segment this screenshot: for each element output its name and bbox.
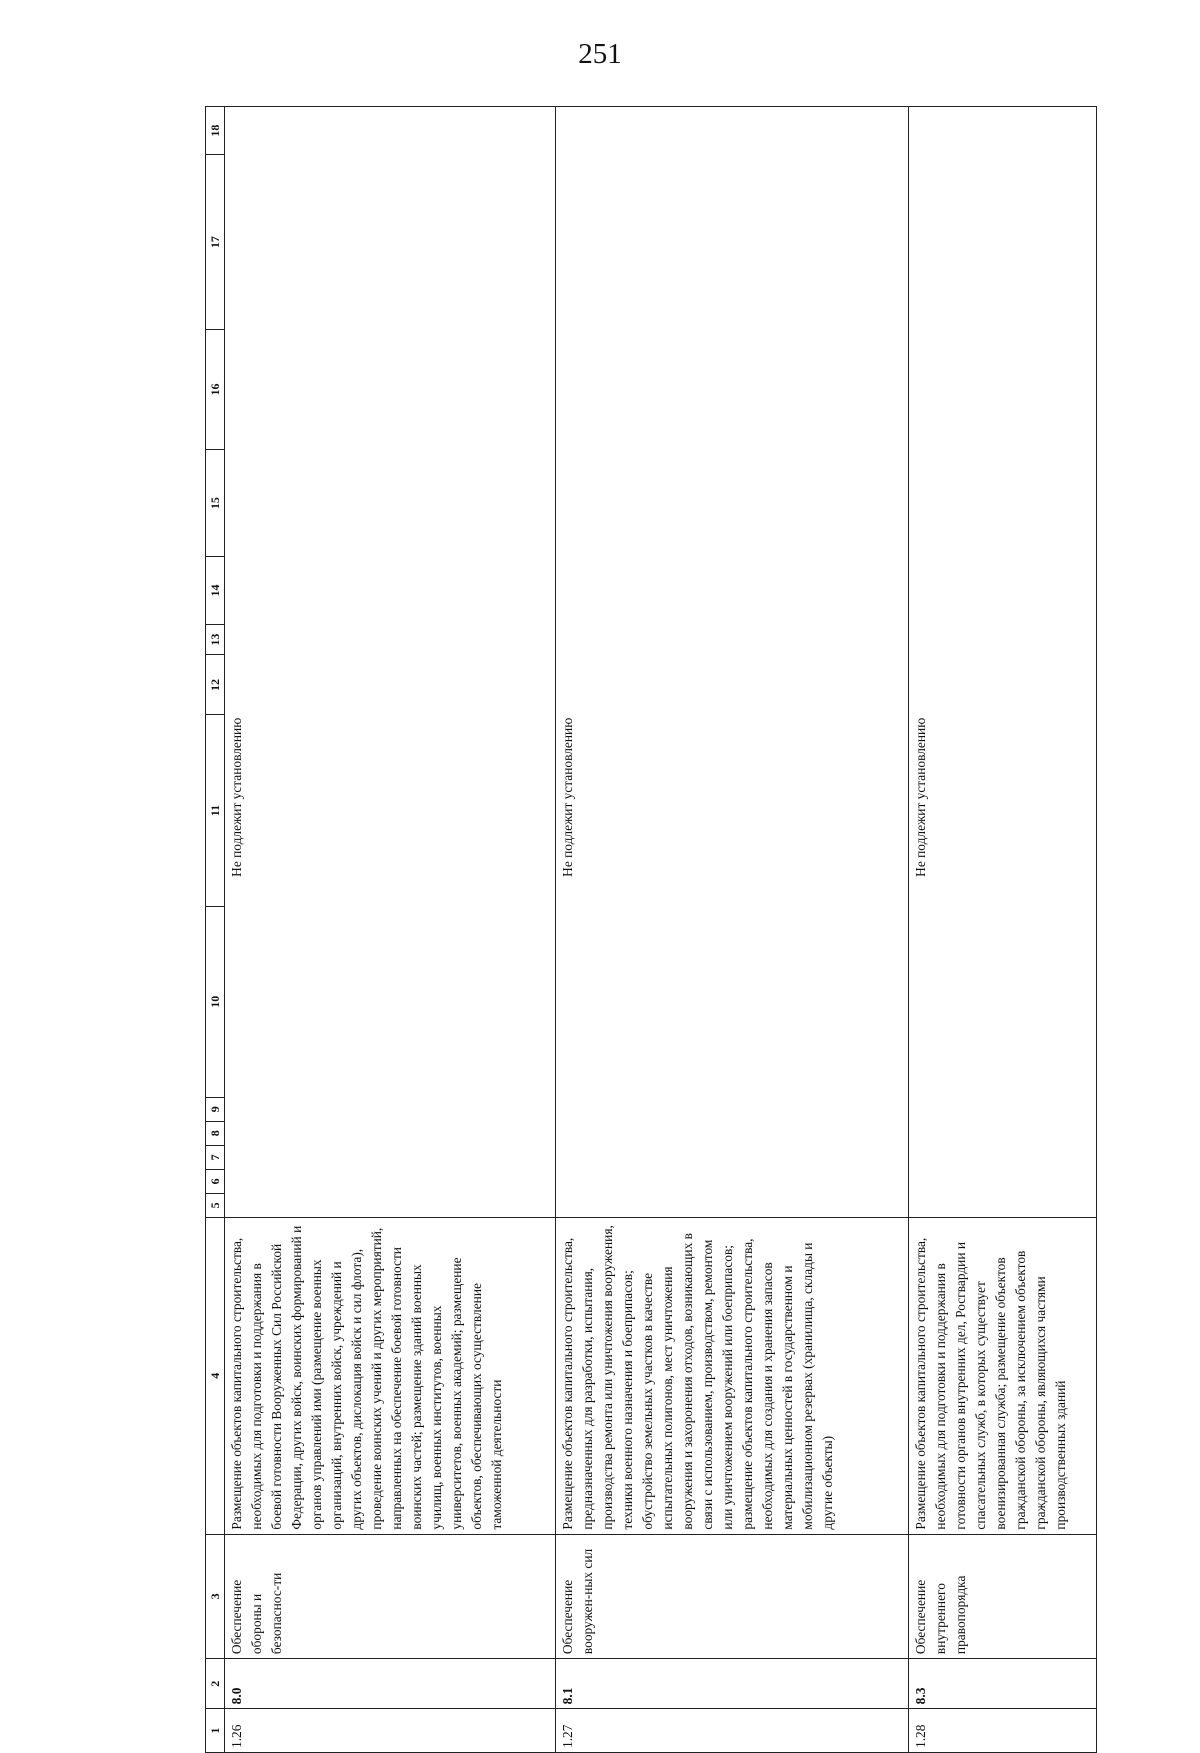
column-header: 11: [206, 715, 225, 906]
land-use-code: 8.0: [225, 1659, 556, 1709]
land-use-name: Обеспечение вооружен-ных сил: [555, 1534, 908, 1659]
land-use-description: Размещение объектов капитального строительства, необходимых для подготовки и поддержания в готовности органов внутренних дел, Росгвардии и спасательных служб, в которых существует военизированная служба; размещение объектов гражданской обороны, за исключением объектов гражданской обороны, являющихся частями производственных зданий: [908, 1217, 1096, 1534]
column-header: 4: [206, 1217, 225, 1534]
column-header: 17: [206, 155, 225, 330]
land-use-name: Обеспечение внутреннего правопорядка: [908, 1534, 1096, 1659]
land-use-name: Обеспечение обороны и безопаснос-ти: [225, 1534, 556, 1659]
land-use-code: 8.3: [908, 1659, 1096, 1709]
parameters-note: Не подлежит установлению: [225, 107, 556, 1218]
page-number: 251: [578, 38, 622, 70]
column-header: 10: [206, 906, 225, 1097]
column-header: 2: [206, 1659, 225, 1709]
land-use-code: 8.1: [555, 1659, 908, 1709]
table-row: [225, 107, 556, 1753]
column-header: 5: [206, 1193, 225, 1217]
column-header: 18: [206, 107, 225, 155]
row-number: 1.28: [908, 1709, 1096, 1753]
column-header: 7: [206, 1145, 225, 1169]
row-number: 1.27: [555, 1709, 908, 1753]
land-use-description: Размещение объектов капитального строительства, необходимых для подготовки и поддержания в боевой готовности Вооруженных Сил Российской Федерации, других войск, воинских формирований и органов управлений ими (размещение военных организаций, внутренних войск, учреждений и других объектов, дислокация войск и сил флота), проведение воинских учений и других мероприятий, направленных на обеспечение боевой готовности воинских частей; размещение зданий военных училищ, военных институтов, военных университетов, военных академий; размещение объектов, обеспечивающих осуществление таможенной деятельности: [225, 1217, 556, 1534]
land-use-table: [205, 106, 1097, 1753]
column-header: 9: [206, 1097, 225, 1121]
column-header: 12: [206, 655, 225, 715]
column-header: 3: [206, 1534, 225, 1659]
parameters-note: Не подлежит установлению: [555, 107, 908, 1218]
table-row: [555, 107, 908, 1753]
header-row: [206, 107, 225, 1753]
column-header: 8: [206, 1121, 225, 1145]
column-header: 14: [206, 557, 225, 625]
column-header: 1: [206, 1709, 225, 1753]
table-row: [908, 107, 1096, 1753]
column-header: 15: [206, 450, 225, 557]
row-number: 1.26: [225, 1709, 556, 1753]
parameters-note: Не подлежит установлению: [908, 107, 1096, 1218]
column-header: 6: [206, 1169, 225, 1193]
column-header: 13: [206, 624, 225, 655]
land-use-description: Размещение объектов капитального строительства, предназначенных для разработки, испытания, производства ремонта или уничтожения вооружения, техники военного назначения и боеприпасов; обустройство земельных участков в качестве испытательных полигонов, мест уничтожения вооружения и захоронения отходов, возникающих в связи с использованием, производством, ремонтом или уничтожением вооружений или боеприпасов; размещение объектов капитального строительства, необходимых для создания и хранения запасов материальных ценностей в государственном и мобилизационном резервах (хранилища, склады и другие объекты): [555, 1217, 908, 1534]
column-header: 16: [206, 329, 225, 449]
